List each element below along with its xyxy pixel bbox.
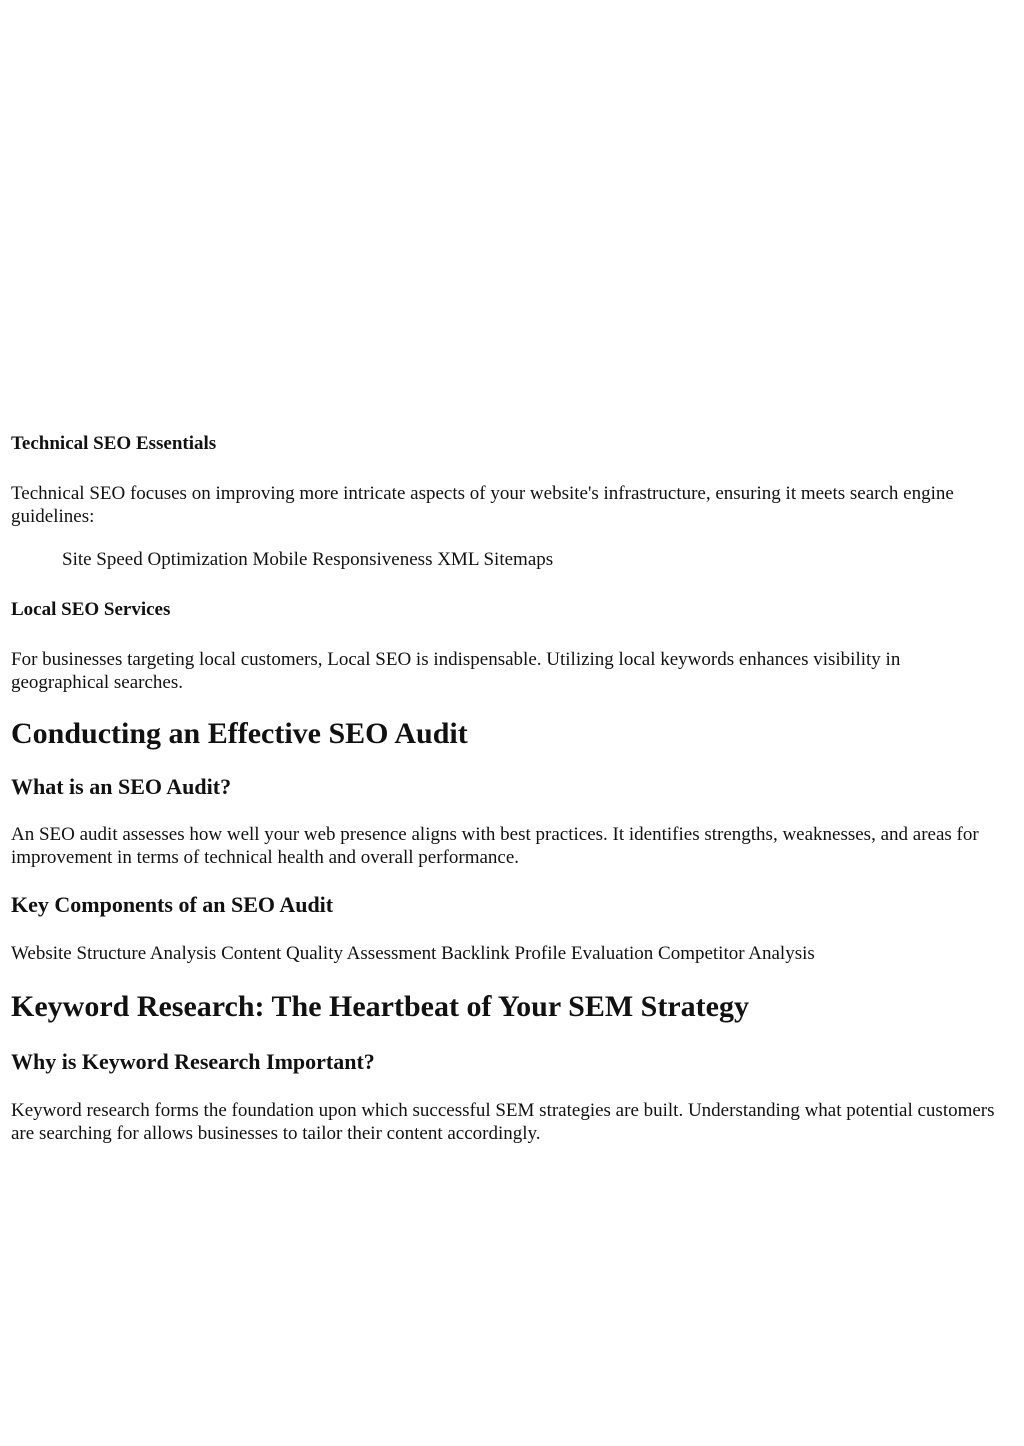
why-keyword-research-body: Keyword research forms the foundation upon which successful SEM strategies are built. Understanding what potential customers are searching for allows businesses to tailor their content accordingly. <box>11 1100 995 1144</box>
seo-audit-heading: Conducting an Effective SEO Audit <box>11 717 468 750</box>
local-seo-body: For businesses targeting local customers, Local SEO is indispensable. Utilizing local keywords enhances visibility in geographical searches. <box>11 649 901 693</box>
why-keyword-research-heading: Why is Keyword Research Important? <box>11 1049 375 1074</box>
audit-components-heading: Key Components of an SEO Audit <box>11 892 334 917</box>
keyword-research-heading: Keyword Research: The Heartbeat of Your SEM Strategy <box>11 990 749 1023</box>
blank-top-area <box>11 0 1001 432</box>
local-seo-heading: Local SEO Services <box>11 599 171 620</box>
what-is-seo-audit-body: An SEO audit assesses how well your web presence aligns with best practices. It identifies strengths, weaknesses, and areas for improvement in terms of technical health and overall performance. <box>11 824 979 868</box>
technical-seo-heading: Technical SEO Essentials <box>11 433 217 454</box>
document-page <box>11 0 1001 1145</box>
technical-seo-body: Technical SEO focuses on improving more intricate aspects of your website's infrastructure, ensuring it meets search engine guidelines: <box>11 483 954 527</box>
audit-components-list: Website Structure Analysis Content Quality Assessment Backlink Profile Evaluation Competitor Analysis <box>11 943 815 964</box>
technical-seo-list: Site Speed Optimization Mobile Responsiveness XML Sitemaps <box>62 549 554 570</box>
what-is-seo-audit-heading: What is an SEO Audit? <box>11 774 232 799</box>
